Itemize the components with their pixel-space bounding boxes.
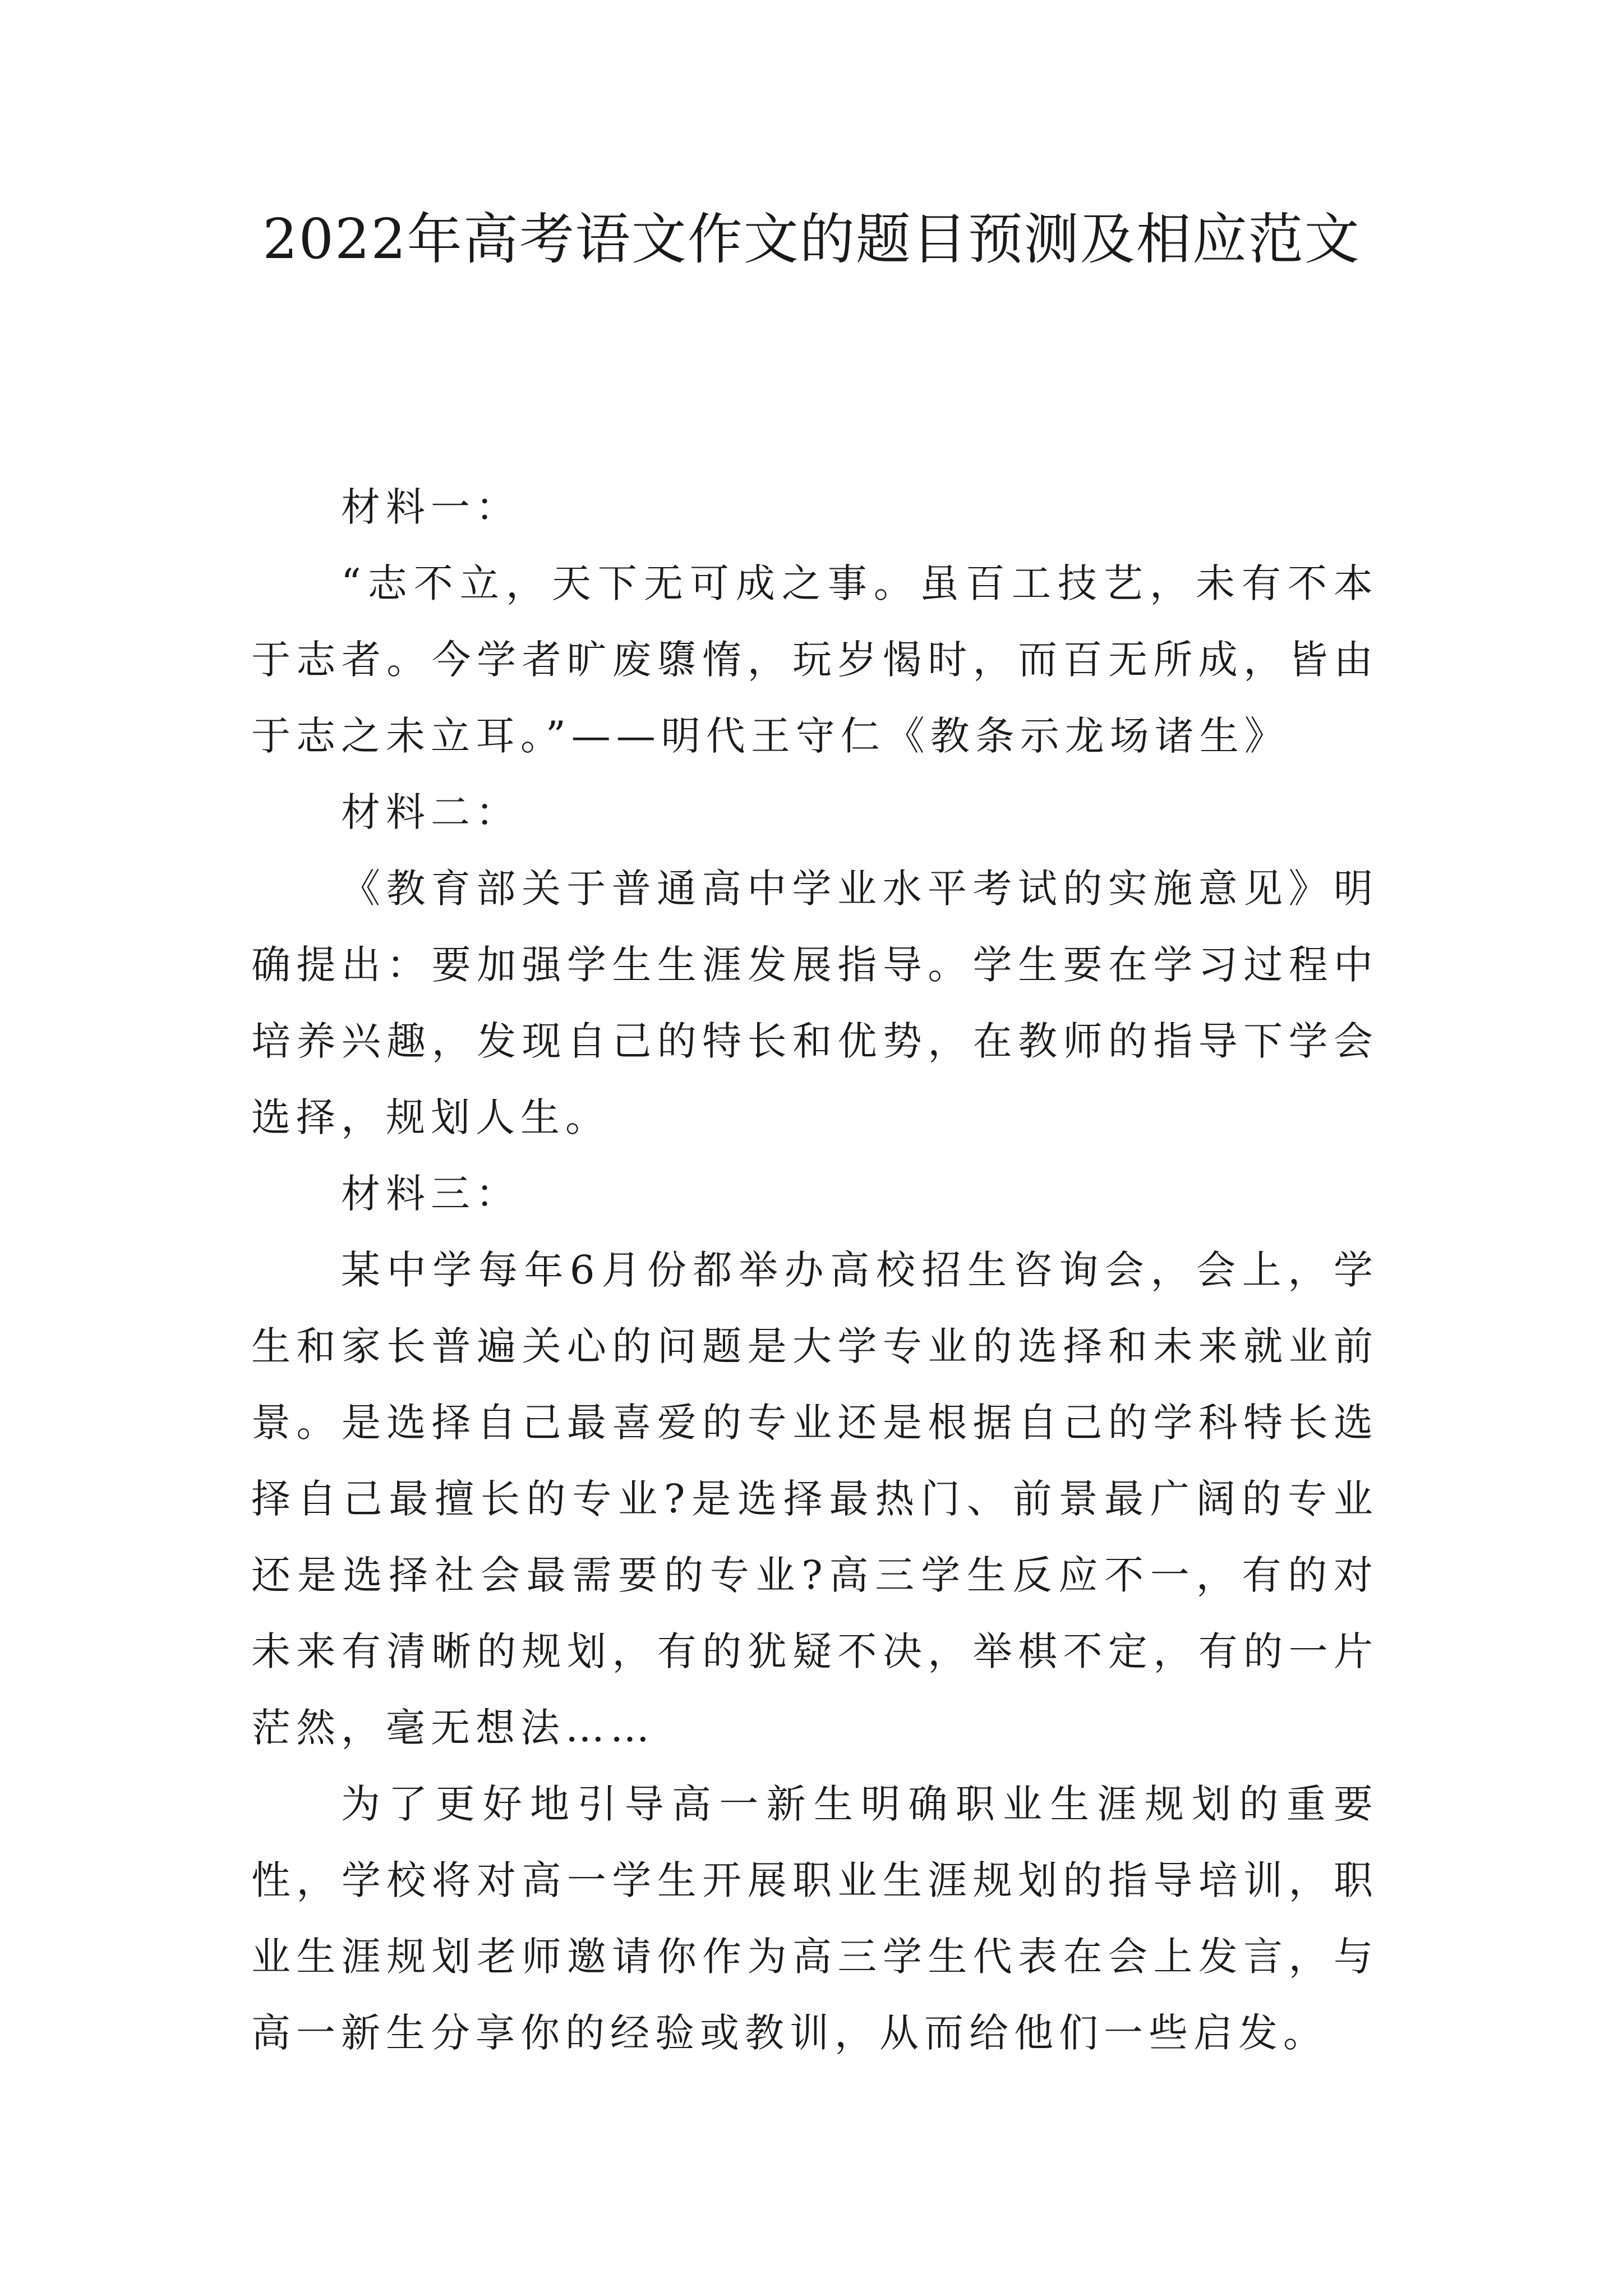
task-instruction: 为了更好地引导高一新生明确职业生涯规划的重要性，学校将对高一学生开展职业生涯规划的指导培训，职业生涯规划老师邀请你作为高三学生代表在会上发言，与高一新生分享你的经验或教训，从而给他们一些启发。 [251,1781,1378,2056]
material-two-text: 《教育部关于普通高中学业水平考试的实施意见》明确提出：要加强学生生涯发展指导。学生要在学习过程中培养兴趣，发现自己的特长和优势，在教师的指导下学会选择，规划人生。 [251,866,1378,1140]
document-title: 2022年高考语文作文的题目预测及相应范文 [262,208,1361,272]
material-one-quote: “志不立，天下无可成之事。虽百工技艺，未有不本于志者。今学者旷废隳惰，玩岁愒时，而百无所成，皆由于志之未立耳。”——明代王守仁《教条示龙场诸生》 [251,560,1378,759]
material-three-heading: 材料三： [341,1171,520,1217]
document-body [251,469,1378,2071]
material-one-heading: 材料一： [341,484,520,530]
material-two-heading: 材料二： [341,789,520,835]
material-three-text: 某中学每年6月份都举办高校招生咨询会，会上，学生和家长普遍关心的问题是大学专业的选择和未来就业前景。是选择自己最喜爱的专业还是根据自己的学科特长选择自己最擅长的专业?是选择最热门、前景最广阔的专业还是选择社会最需要的专业?高三学生反应不一，有的对未来有清晰的规划，有的犹疑不决，举棋不定，有的一片茫然，毫无想法…… [251,1247,1378,1751]
